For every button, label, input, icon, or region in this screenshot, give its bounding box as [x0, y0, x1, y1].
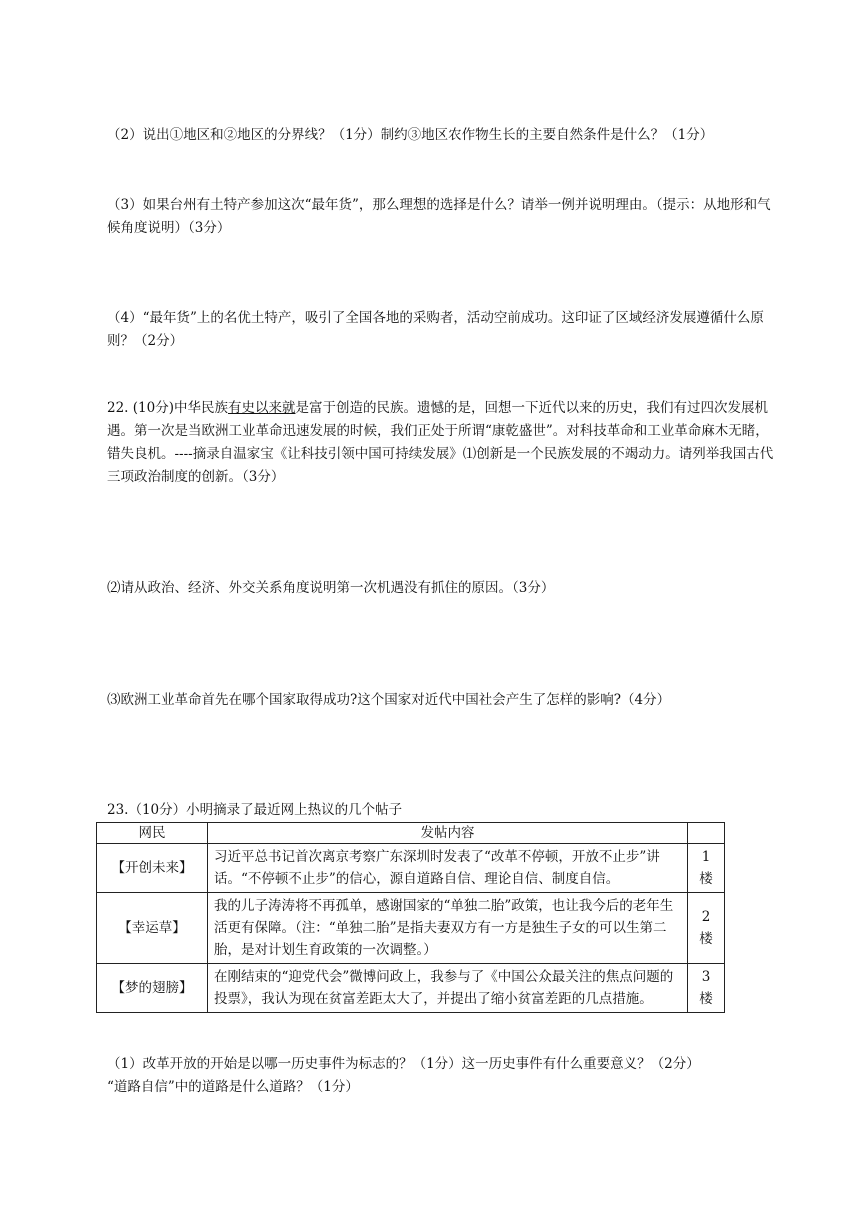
q22-underlined-phrase: 有史以来就: [227, 400, 296, 416]
header-content: 发帖内容: [208, 823, 688, 844]
q22-part3: ⑶欧洲工业革命首先在哪个国家取得成功?这个国家对近代中国社会产生了怎样的影响?（4分）: [107, 692, 671, 708]
floor-number: 3: [701, 969, 711, 985]
post-user: 【幸运草】: [97, 893, 208, 964]
floor-unit: 楼: [699, 991, 713, 1007]
q22-intro: [107, 397, 780, 489]
post-content: 习近平总书记首次离京考察广东深圳时发表了“改革不停顿，开放不止步”讲话。“不停顿不止步”的信心，源自道路自信、理论自信、制度自信。: [208, 844, 688, 893]
table-row: [97, 844, 725, 893]
q22-intro-start: 22. (10分)中华民族: [107, 400, 228, 416]
post-floor: [688, 844, 725, 893]
q23-title: 23.（10分）小明摘录了最近网上热议的几个帖子: [107, 802, 403, 818]
post-content: 我的儿子涛涛将不再孤单，感谢国家的“单独二胎”政策，也让我今后的老年生活更有保障。（注：“单独二胎”是指夫妻双方有一方是独生子女的可以生第二胎，是对计划生育政策的一次调整。）: [208, 893, 688, 964]
q22-intro-rest: 是富于创造的民族。遗憾的是，回想一下近代以来的历史，我们有过四次发展机遇。第一次是当欧洲工业革命迅速发展的时候，我们正处于所谓“康乾盛世”。对科技革命和工业革命麻木无睹，错失良机。----摘录自温家宝《让科技引领中国可持续发展》⑴创新是一个民族发展的不竭动力。请列举我国古代三项政治制度的创新。（3分）: [107, 400, 774, 485]
q22-part2: ⑵请从政治、经济、外交关系角度说明第一次机遇没有抓住的原因。（3分）: [107, 580, 555, 596]
posts-table: [96, 822, 725, 1013]
post-user: 【梦的翅膀】: [97, 964, 208, 1013]
floor-unit: 楼: [699, 871, 713, 887]
q21-part4: （4）“最年货”上的名优土特产，吸引了全国各地的采购者，活动空前成功。这印证了区域经济发展遵循什么原则？（2分）: [107, 310, 764, 349]
q23-part1-line1: （1）改革开放的开始是以哪一历史事件为标志的？（1分）这一历史事件有什么重要意义？（2分）: [107, 1056, 700, 1072]
floor-number: 2: [701, 909, 711, 925]
table-row: [97, 964, 725, 1013]
table-row: [97, 893, 725, 964]
post-floor: [688, 893, 725, 964]
q23-part1-line2: “道路自信”中的道路是什么道路？（1分）: [107, 1079, 359, 1095]
q23-part1: [107, 1053, 780, 1099]
posts-table-header: [97, 823, 725, 844]
q21-part2: （2）说出①地区和②地区的分界线？（1分）制约③地区农作物生长的主要自然条件是什么？（1分）: [107, 127, 714, 143]
q21-part3: （3）如果台州有土特产参加这次“最年货”，那么理想的选择是什么？请举一例并说明理由。（提示：从地形和气候角度说明）（3分）: [107, 197, 771, 236]
post-user: 【开创未来】: [97, 844, 208, 893]
header-user: 网民: [97, 823, 208, 844]
header-floor: [688, 823, 725, 844]
post-floor: [688, 964, 725, 1013]
floor-number: 1: [701, 849, 711, 865]
floor-unit: 楼: [699, 931, 713, 947]
post-content: 在刚结束的“迎党代会”微博问政上，我参与了《中国公众最关注的焦点问题的投票》，我认为现在贫富差距太大了，并提出了缩小贫富差距的几点措施。: [208, 964, 688, 1013]
